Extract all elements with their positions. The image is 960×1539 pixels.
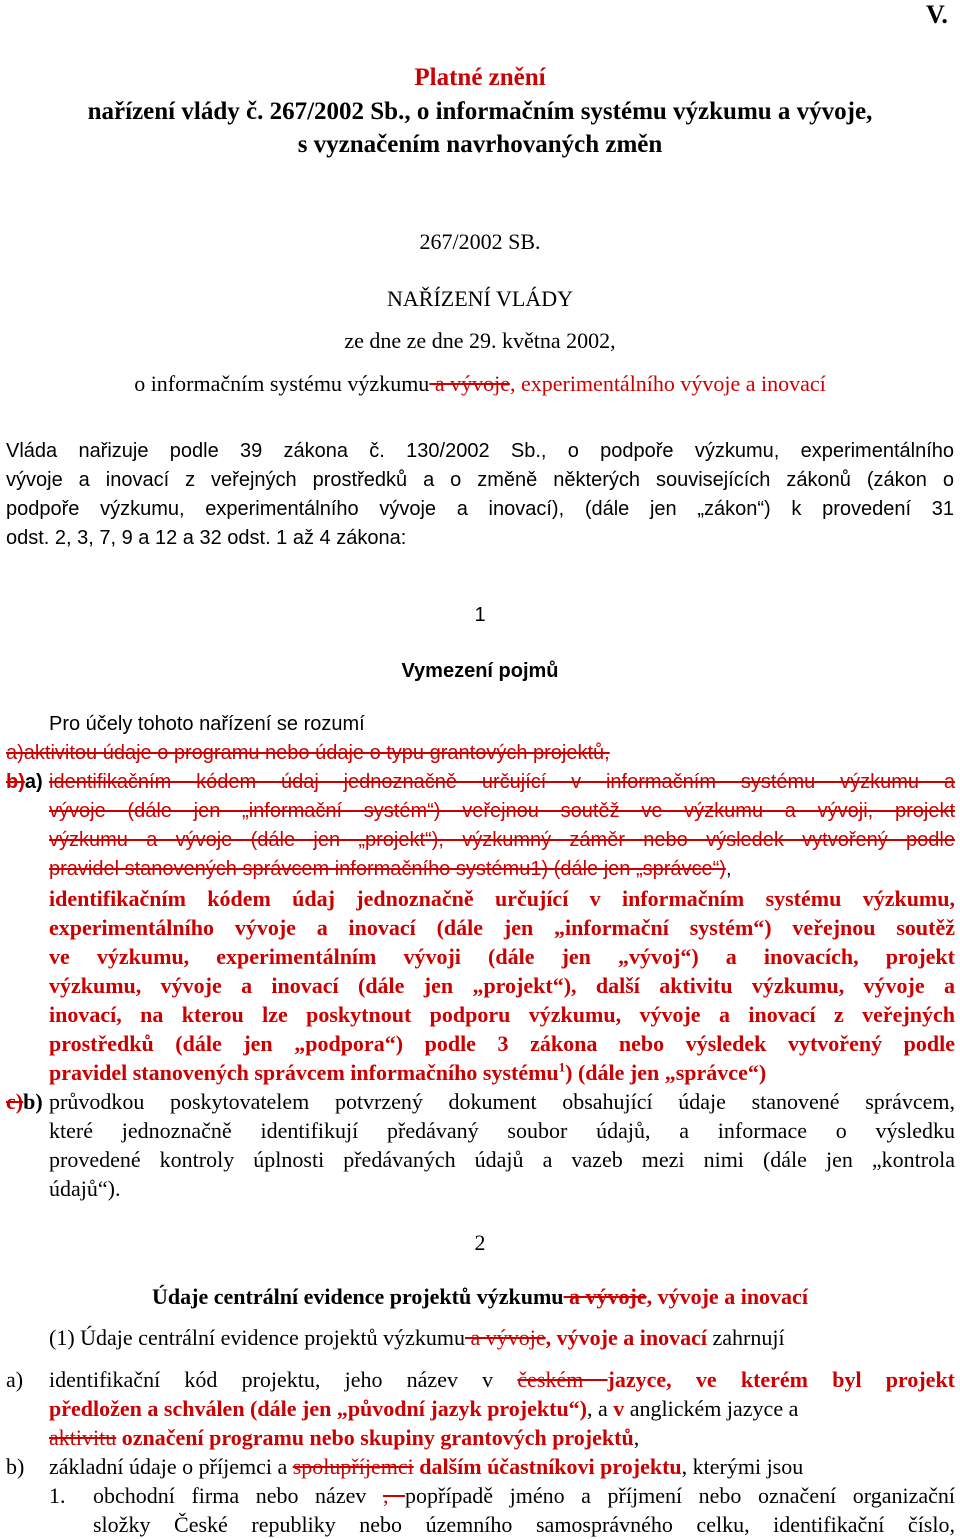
item-b-added-line-3: ve výzkumu, experimentálním vývoji (dále jen „vývoj“) a inovacích, projekt (49, 944, 955, 969)
date-line: ze dne ze dne 29. května 2002, (344, 328, 616, 353)
item-c-line-4: údajů“). (49, 1176, 121, 1201)
section-1-intro: Pro účely tohoto nařízení se rozumí (49, 713, 365, 735)
item-b-deleted-line-2: vývoje (dále jen „informační systém“) veřejnou soutěž ve výzkumu a vývoji, projekt (49, 800, 955, 822)
s2-sub1-line-1: obchodní firma nebo název , popřípadě jméno a příjmení nebo označení organizační (93, 1483, 955, 1508)
s2-item-a-label: a) (6, 1367, 24, 1392)
item-b-added-line-7: pravidel stanovených správcem informačního systému$^1$) (dále jen „správce“) (49, 1059, 767, 1085)
item-c-line-3: provedené kontroly úplnosti předávaných údajů a vazeb mezi nimi (dále jen „kontrola (49, 1147, 955, 1172)
s2-item-a-line-1: identifikační kód projektu, jeho název v českém jazyce, ve kterém byl projekt (49, 1367, 955, 1392)
subject-added: , experimentálního vývoje a inovací (509, 371, 826, 396)
s2-item-a-line-3: aktivitu označení programu nebo skupiny grantových projektů, (49, 1425, 640, 1450)
item-b-added-line-5: inovací, na kterou lze poskytnout podporu výzkumu, vývoje a inovací z veřejných (49, 1002, 955, 1027)
s2-item-b-line: základní údaje o příjemci a spolupříjemci dalším účastníkovi projektu, kterými jsou (49, 1454, 804, 1479)
doc-number: 267/2002 SB. (419, 229, 541, 254)
subject-line (0, 371, 960, 397)
title-line-3: s vyznačením navrhovaných změn (297, 131, 663, 158)
s2-sub1-line-2: složky České republiky nebo územního samosprávného celku, identifikační číslo, (93, 1512, 955, 1537)
s2-sub1-label: 1. (49, 1483, 66, 1508)
item-b-added-line-4: výzkumu, vývoje a inovací (dále jen „projekt“), další aktivitu výzkumu, vývoje a (49, 973, 955, 998)
preamble-line-3: podpoře výzkumu, experimentálního vývoje a inovací), (dále jen „zákon“) k provedení 31 (6, 498, 954, 520)
item-b-added-line-1: identifikačním kódem údaj jednoznačně určující v informačním systému výzkumu, (49, 886, 955, 911)
item-b-label: b)a) (6, 771, 43, 793)
item-c-line-1: průvodkou poskytovatelem potvrzený dokument obsahující údaje stanovené správcem, (49, 1089, 955, 1114)
doc-type: NAŘÍZENÍ VLÁDY (387, 286, 573, 311)
s2-item-a-line-2: předložen a schválen (dále jen „původní jazyk projektu“), a v anglickém jazyce a (49, 1396, 799, 1421)
section-1-number: 1 (474, 604, 486, 626)
section-1-heading: Vymezení pojmů (401, 660, 559, 682)
subject-deleted: a vývoje (429, 371, 510, 396)
section-2-heading: Údaje centrální evidence projektů výzkumu a vývoje, vývoje a inovací (152, 1284, 808, 1309)
subject-text: o informačním systému výzkumu (134, 371, 430, 396)
title-line-1: Platné znění (414, 64, 546, 91)
item-c-line-2: které jednoznačně identifikují předávaný soubor údajů, a informace o výsledku (49, 1118, 955, 1143)
preamble-line-4: odst. 2, 3, 7, 9 a 12 a 32 odst. 1 až 4 zákona: (6, 527, 407, 549)
preamble-line-2: vývoje a inovací z veřejných prostředků a o změně některých souvisejících zákonů (zákon o (6, 469, 954, 491)
s2-item-b-label: b) (6, 1454, 25, 1479)
section-2-number: 2 (474, 1230, 486, 1255)
title-line-2: nařízení vlády č. 267/2002 Sb., o informačním systému výzkumu a vývoje, (87, 98, 873, 125)
footnote-ref: 1 (558, 1059, 566, 1075)
corner-mark: V. (926, 0, 948, 29)
item-b-deleted-line-4: pravidel stanovených správcem informačního systému1) (dále jen „správce“), (49, 858, 732, 880)
item-b-added-line-6: prostředků (dále jen „podpora“) podle 3 zákona nebo výsledek vytvořený podle (49, 1031, 955, 1056)
item-b-deleted-line-1: identifikačním kódem údaj jednoznačně určující v informačním systému výzkumu a (49, 771, 955, 793)
section-2-para-1: (1) Údaje centrální evidence projektů výzkumu a vývoje, vývoje a inovací zahrnují (49, 1325, 785, 1350)
item-b-added-line-2: experimentálního vývoje a inovací (dále jen „informační systém“) veřejnou soutěž (49, 915, 955, 940)
item-a-deleted: a)aktivitou údaje o programu nebo údaje o typu grantových projektů, (6, 742, 610, 764)
item-c-label: c)b) (6, 1089, 43, 1114)
preamble-line-1: Vláda nařizuje podle 39 zákona č. 130/2002 Sb., o podpoře výzkumu, experimentálního (6, 440, 954, 462)
item-b-deleted-line-3: výzkumu a vývoje (dále jen „projekt“), výzkumný záměr nebo výsledek vytvořený podle (49, 829, 955, 851)
